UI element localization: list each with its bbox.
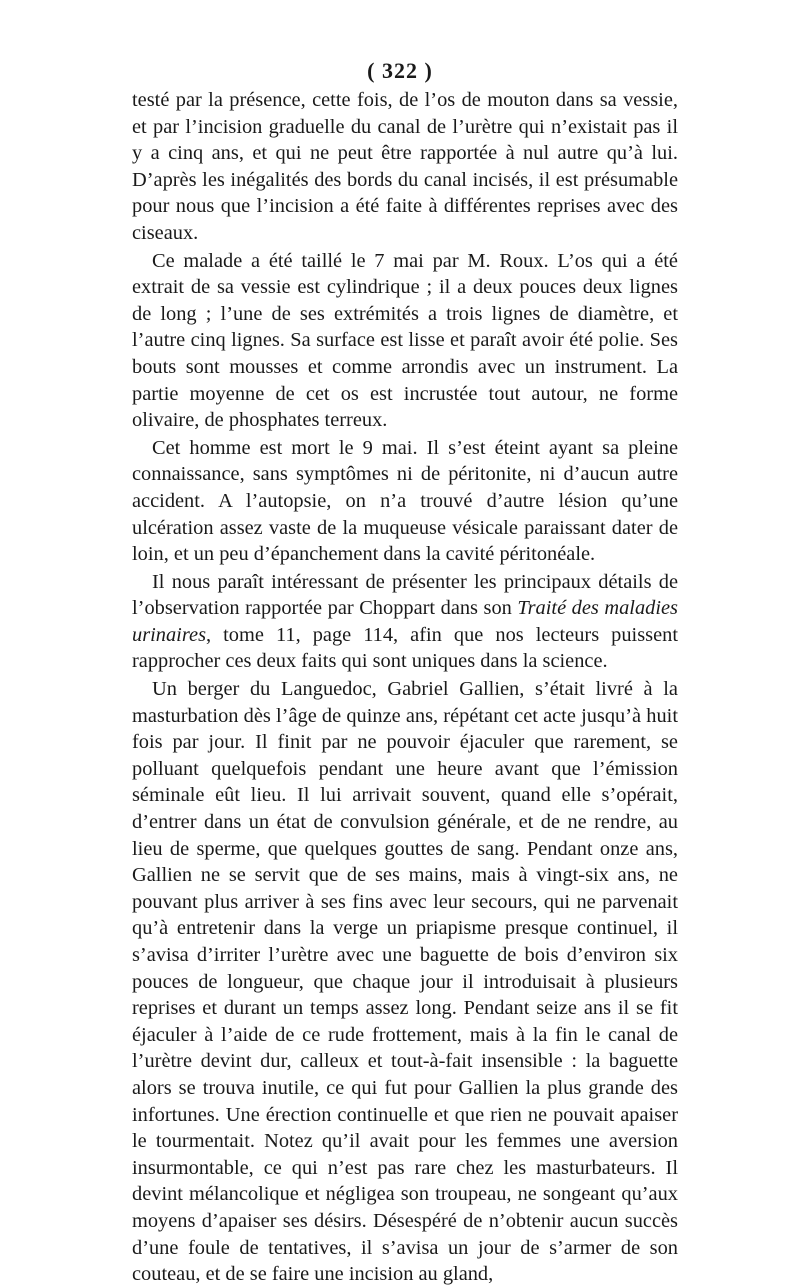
reference-outro: , tome 11, page 114, afin que nos lecteurs puissent rapprocher ces deux faits qui sont uniques dans la science. [132,623,678,673]
paragraph-death-autopsy: Cet homme est mort le 9 mai. Il s’est éteint ayant sa pleine connaissance, sans symptômes ni de péritonite, ni d’aucun autre accident. A l’autopsie, on n’a trouvé d’autre lésion qu’une ulcération assez vaste de la muqueuse vésicale paraissant dater de loin, et un peu d’épanchement dans la cavité péritonéale. [132,436,678,566]
paragraph-choppart-reference [132,569,678,675]
treatise-title: Traité des maladies urinaires [132,597,678,646]
reference-intro: Il nous paraît intéressant de présenter les principaux détails de l’observation rapportée par Choppart dans son [132,570,678,620]
paragraph-continuation: testé par la présence, cette fois, de l’os de mouton dans sa vessie, et par l’incision graduelle du canal de l’urètre qui n’existait pas il y a cinq ans, et qui ne peut être rapportée à nul autre qu’à lui. D’après les inégalités des bords du canal incisés, il est présumable pour nous que l’incision a été faite à différentes reprises avec des ciseaux. [132,89,678,244]
paragraph-gallien-case: Un berger du Languedoc, Gabriel Gallien, s’était livré à la masturbation dès l’âge de quinze ans, répétant cet acte jusqu’à huit fois par jour. Il finit par ne pouvoir éjaculer que rarement, se polluant quelquefois pendant une heure avant que l’émission séminale eût lieu. Il lui arrivait souvent, quand elle s’opérait, d’entrer dans un état de convulsion générale, et de ne rendre, au lieu de sperme, que quelques gouttes de sang. Pendant onze ans, Gallien ne se servit que de ses mains, mais à vingt-six ans, ne pouvant plus arriver à ses fins avec leur secours, qui ne parvenait qu’à entretenir dans la verge un priapisme presque continuel, il s’avisa d’irriter l’urètre avec une baguette de bois d’environ six pouces de longueur, que chaque jour il introduisait à plusieurs reprises et durant un temps assez long. Pendant seize ans il se fit éjaculer à l’aide de ce rude frottement, mais à la fin le canal de l’urètre devint dur, calleux et tout-à-fait insensible : la baguette alors se trouva inutile, ce qui fut pour Gallien la plus grande des infortunes. Une érection continuelle et que rien ne pouvait apaiser le tourmentait. Notez qu’il avait pour les femmes une aversion insurmontable, ce qui n’est pas rare chez les masturbateurs. Il devint mélancolique et négligea son troupeau, ne songeant qu’aux moyens d’apaiser ses désirs. Désespéré de n’obtenir aucun succès d’une foule de tentatives, il s’avisa un jour de s’armer de son couteau, et de se faire une incision au gland, [132,678,678,1286]
page-number: ( 322 ) [367,58,433,83]
body-text [132,87,678,1288]
paragraph-roux-operation: Ce malade a été taillé le 7 mai par M. Roux. L’os qui a été extrait de sa vessie est cylindrique ; il a deux pouces deux lignes de long ; l’une de ses extrémités a trois lignes de diamètre, et l’autre cinq lignes. Sa surface est lisse et paraît avoir été polie. Ses bouts sont mousses et comme arrondis avec un instrument. La partie moyenne de cet os est incrustée tout autour, ne forme olivaire, de phosphates terreux. [132,249,678,432]
